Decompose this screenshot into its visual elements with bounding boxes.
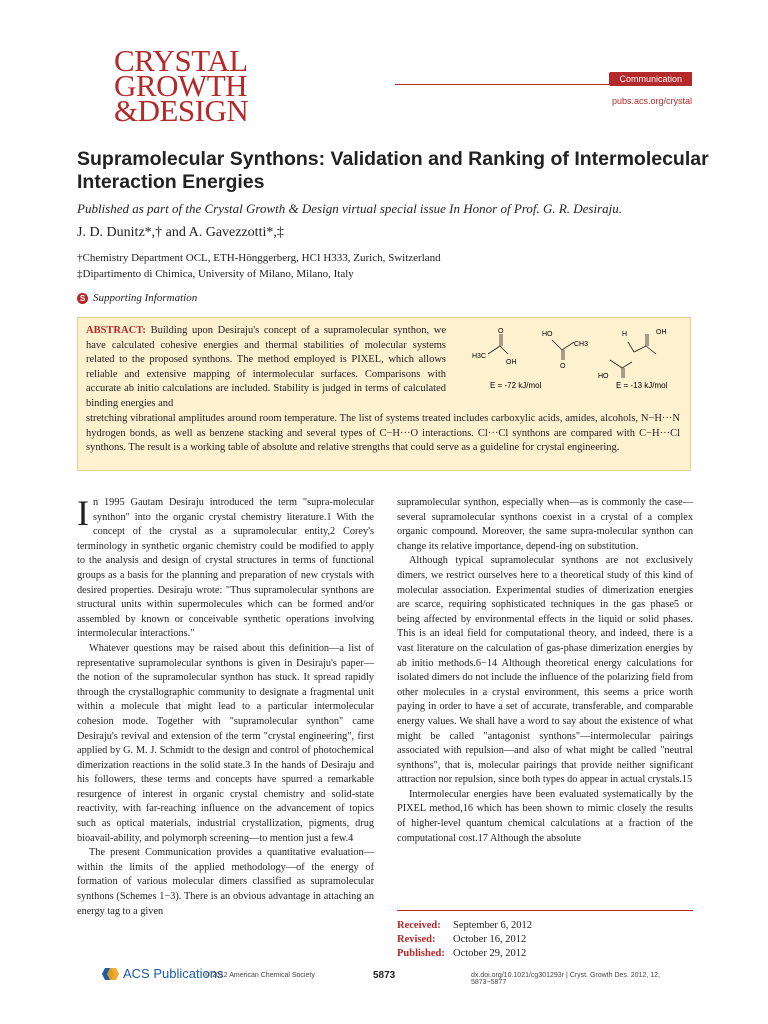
label-h: H bbox=[622, 331, 628, 338]
author-list: J. D. Dunitz*,† and A. Gavezzotti*,‡ bbox=[77, 225, 284, 240]
abstract-text-top bbox=[86, 324, 446, 412]
label-h3c: H3C bbox=[472, 353, 487, 360]
journal-url-link[interactable]: pubs.acs.org/crystal bbox=[611, 96, 692, 106]
label-o: O bbox=[498, 328, 504, 335]
journal-logo bbox=[114, 43, 294, 128]
energy-left: E = -72 kJ/mol bbox=[490, 381, 542, 390]
copyright: © 2012 American Chemical Society bbox=[205, 972, 315, 979]
supporting-info-link[interactable] bbox=[77, 292, 197, 304]
date-received: Received: September 6, 2012 bbox=[397, 920, 533, 931]
article-type-badge: Communication bbox=[609, 72, 692, 86]
acs-hexagon-icon bbox=[101, 967, 119, 981]
paragraph: The present Communication provides a quantitative evaluation—within the limits of the applied methodology—of the energy of formation of various molecular dimers classified as supramolecular synthons (Schemes 1−3). There is an obvious advantage in attaching an energy tag to a given bbox=[77, 847, 374, 917]
body-column-right bbox=[397, 496, 693, 846]
drop-cap: I bbox=[77, 493, 89, 533]
date-revised: Revised: October 16, 2012 bbox=[397, 934, 527, 945]
label-ho2: HO bbox=[598, 373, 609, 380]
toc-graphic bbox=[456, 324, 684, 408]
energy-right: E = -13 kJ/mol bbox=[616, 381, 668, 390]
paragraph: Although typical supramolecular synthons are not exclusively dimers, we restrict ourselves here to a theoretical study of this kind of molecular association. Experimental studies of dimerization energies are scarce, requiring sophisticated techniques in the gas phase5 or being affected by environmental effects in the liquid or solid phases. This is an ideal field for computational theory, and indeed, there is a vast literature on the calculation of gas-phase dimerization energies by ab initio methods.6−14 Although theoretical energy calculations for isolated dimers do not include the influence of the polarizing field from other molecules in a crystal environment, this seems a price worth paying in order to have a set of accurate, transferable, and comparable energy values. We shall have a word to say about the existence of what might be called "antagonist synthons"—intermolecular pairings associated with repulsion—and also of what might be called "neutral synthons", that is, molecular pairings that provide neither significant attraction nor repulsion, since both types do appear in actual crystals.15 bbox=[397, 555, 693, 786]
paragraph bbox=[77, 493, 374, 642]
paragraph: supramolecular synthon, especially when—as is commonly the case—several supramolecular synthons coexist in a crystal of a complex organic compound. Moreover, the same supra-molecular synthon can change its relative importance, depend-ing on substitution. bbox=[397, 497, 693, 552]
page-footer bbox=[77, 958, 693, 988]
affiliation-1: †Chemistry Department OCL, ETH-Hönggerberg, HCI H333, Zurich, Switzerland bbox=[77, 252, 441, 264]
logo-line-2: GROWTH bbox=[114, 68, 248, 103]
special-issue-note: Published as part of the Crystal Growth & Design virtual special issue In Honor of Prof. G. R. Desiraju. bbox=[77, 201, 623, 216]
affiliation-2: ‡Dipartimento di Chimica, University of Milano, Milano, Italy bbox=[77, 268, 354, 280]
logo-line-1: CRYSTAL bbox=[114, 43, 248, 78]
label-oh2: OH bbox=[656, 329, 667, 336]
supporting-info-icon: S bbox=[77, 293, 88, 304]
acs-publications-text: ACS Publications bbox=[123, 966, 224, 981]
abstract-body-bottom: stretching vibrational amplitudes around room temperature. The list of systems treated includes carboxylic acids, amides, alcohols, N−H···N hydrogen bonds, as well as benzene stacking and several types of C−H···O interactions. Cl···Cl synthons are compared with C−H···Cl synthons. The result is a working table of absolute and relative strengths that could serve as a guideline for crystal engineering. bbox=[86, 413, 680, 454]
label-ho: HO bbox=[542, 331, 553, 338]
abstract-box bbox=[77, 317, 691, 471]
body-column-left bbox=[77, 493, 374, 919]
doi-citation-link[interactable]: dx.doi.org/10.1021/cg301293r | Cryst. Growth Des. 2012, 12, 5873−5877 bbox=[471, 972, 660, 986]
article-dates bbox=[397, 910, 693, 961]
paragraph-text: n 1995 Gautam Desiraju introduced the term "supra-molecular synthon" into the organic crystal chemistry literature.1 With the concept of the crystal as a supramolecular entity,2 Corey's terminology in synthetic organic chemistry could be modified to apply to the analysis and design of crystal structures in terms of functional groups as a basis for the planning and preparation of new crystals with desired properties. Desiraju wrote: "Thus supramolecular synthons are structural units within supermolecules which can be formed and/or assembled by known or conceivable synthetic operations involving intermolecular interactions." bbox=[77, 497, 374, 640]
label-o2: O bbox=[560, 363, 566, 370]
header-rule bbox=[395, 84, 692, 85]
label-oh: OH bbox=[506, 359, 517, 366]
abstract-label: ABSTRACT: bbox=[86, 325, 146, 336]
abstract-body-top: Building upon Desiraju's concept of a supramolecular synthon, we have calculated cohesive energies and thermal stabilities of molecular systems related to the proposed synthons. The method employed is PIXEL, which allows reliable and extensive mapping of intermolecular surfaces. Comparisons with accurate ab initio calculations are included. Stability is judged in terms of calculated binding energies and bbox=[86, 325, 446, 409]
article-title: Supramolecular Synthons: Validation and Ranking of Intermolecular Interaction Energies bbox=[77, 148, 709, 193]
date-published: Published: October 29, 2012 bbox=[397, 948, 527, 959]
supporting-info-label: Supporting Information bbox=[93, 292, 198, 304]
paragraph: Whatever questions may be raised about this definition—a list of representative supramolecular synthons is given in Desiraju's paper—the notion of the supramolecular synthon has stuck. It spread rapidly through the crystallographic community to designate a fragmental unit within a molecule that might lead to a particular intermolecular cohesion mode. Together with "supramolecular synthon" came Desiraju's revival and extension of the term "crystal engineering", first applied by G. M. J. Schmidt to the design and control of photochemical dimerization reactions in the solid state.3 In the hands of Desiraju and his followers, these terms and concepts have spurred a remarkable resurgence of interest in organic crystal chemistry and solid-state reactivity, with far-reaching influence on the advancement of topics such as optical materials, industrial crystallization, pigments, drug bioavail-ability, and polymorph screening—to mention just a few.4 bbox=[77, 642, 374, 844]
label-ch3: CH3 bbox=[574, 341, 589, 348]
logo-line-3: &DESIGN bbox=[114, 93, 249, 128]
page-number: 5873 bbox=[373, 970, 396, 981]
paragraph: Intermolecular energies have been evaluated systematically by the PIXEL method,16 which has been shown to mimic closely the results of higher-level quantum chemical calculations at a fraction of the computational cost.17 Although the absolute bbox=[397, 788, 693, 844]
